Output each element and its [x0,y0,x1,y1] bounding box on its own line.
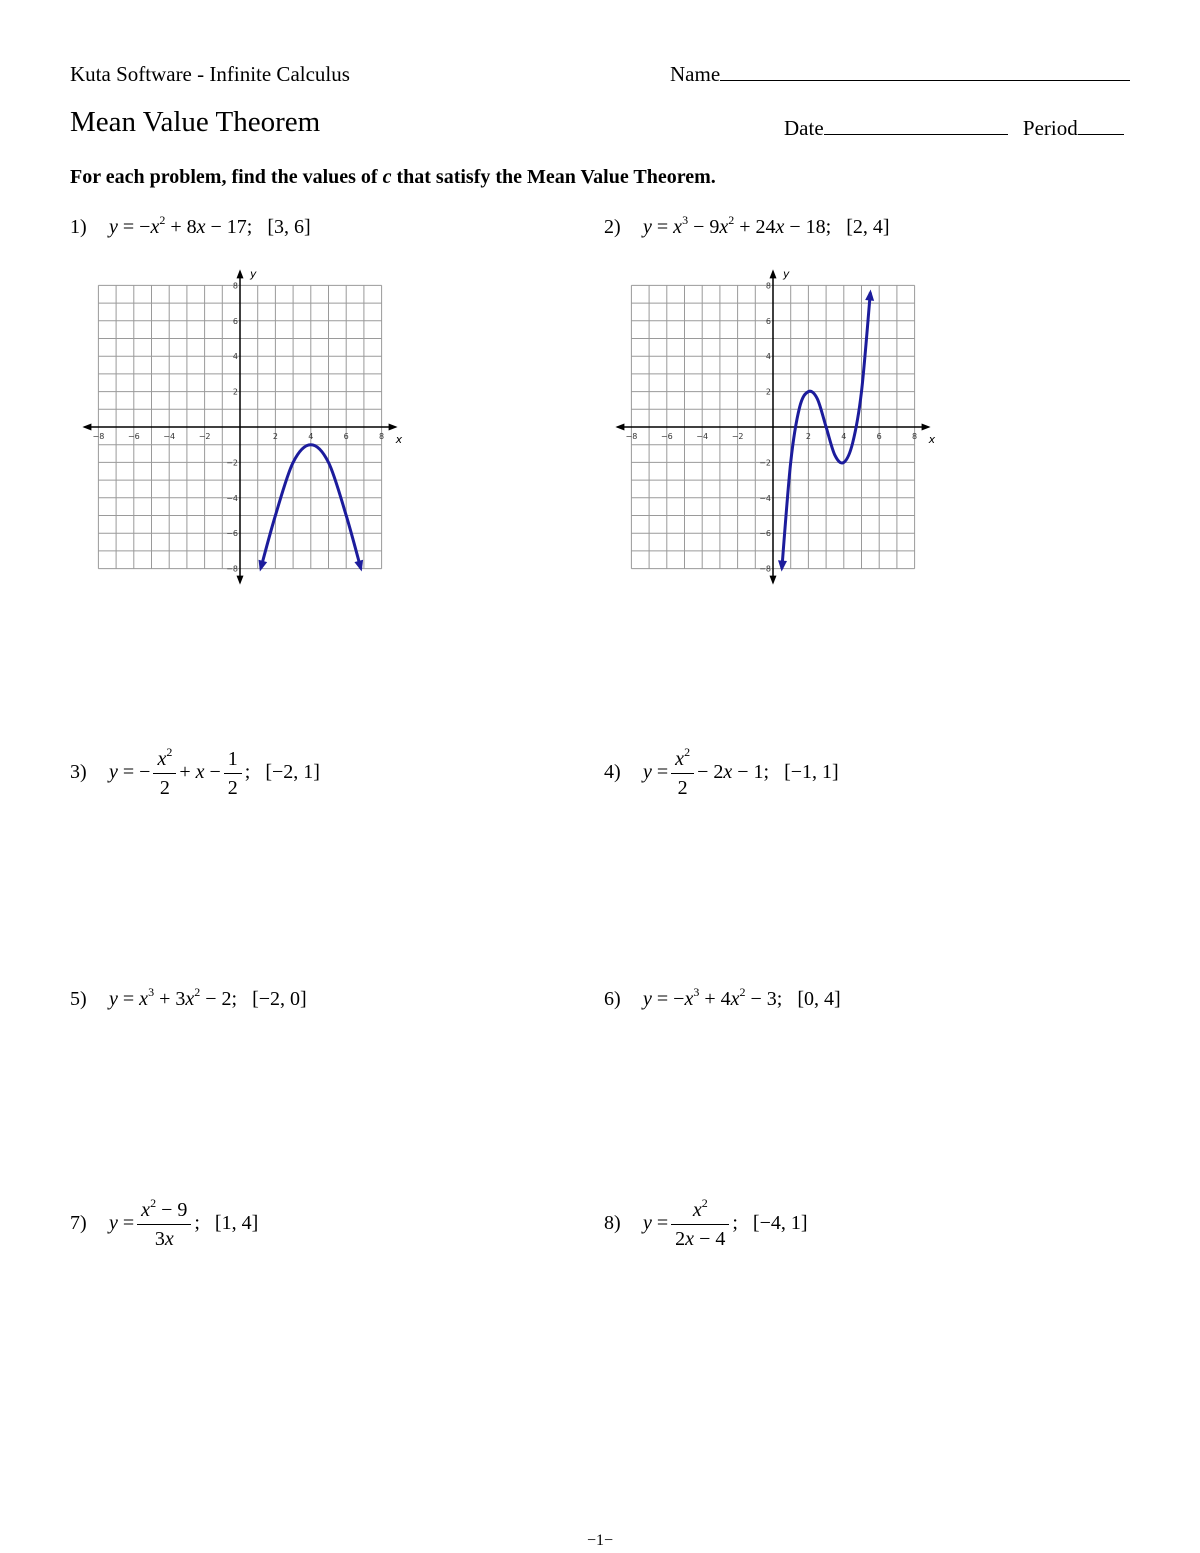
y-axis-label: y [250,267,257,281]
y-axis-arrow [770,269,777,278]
instructions: For each problem, find the values of c that satisfy the Mean Value Theorem. [70,166,716,188]
problem-4 [604,745,839,802]
x-axis-arrow [389,424,398,431]
curve-arrow [259,560,268,572]
problem-number: 2) [604,216,621,238]
date-label: Date [784,116,824,140]
x-axis-arrow [922,424,931,431]
problem-8 [604,1196,808,1253]
problem-number: 3) [70,761,87,784]
y-tick-label: −6 [226,529,238,539]
x-tick-label: −6 [127,432,140,441]
x-tick-label: −8 [625,432,638,441]
y-tick-label: 8 [232,281,238,291]
problem-interval: [1, 4] [214,1212,259,1235]
x-axis-arrow [82,424,91,431]
curve-arrow [778,560,787,571]
x-tick-label: −4 [163,432,176,441]
problem-number: 4) [604,761,621,784]
x-tick-label: −6 [660,432,673,441]
problem-interval: [−1, 1] [784,761,839,784]
x-tick-label: 6 [343,432,349,441]
problem-number: 8) [604,1212,621,1235]
x-tick-label: −2 [731,432,744,441]
y-tick-label: 8 [765,281,771,291]
problem-number: 7) [70,1212,87,1235]
y-axis-arrow [237,576,244,585]
problem-3 [70,745,320,802]
period-label: Period [1022,116,1078,140]
y-tick-label: −2 [759,458,771,468]
problem-equation: $y = x^3 - 9x^2 + 24x - 18$; [643,213,847,238]
name-line [720,62,1130,81]
y-tick-label: 6 [765,316,771,326]
y-tick-label: 2 [765,387,771,397]
problem-equation: y = $\frac{x^2}{2x - 4}$ ; [643,1196,753,1250]
problem-2 [604,213,890,239]
x-axis-label: x [928,433,936,446]
problem-7 [70,1196,258,1253]
page-number: −1− [586,1532,614,1549]
problem-number: 1) [70,216,87,238]
x-axis-label: x [395,433,403,446]
instructions-variable: c [382,166,392,188]
problem-interval: [3, 6] [267,216,311,238]
date-line [824,116,1008,135]
x-tick-label: 8 [379,432,385,441]
y-tick-label: −8 [226,564,238,574]
name-field [670,62,1130,87]
problem-equation: $y = x^3 + 3x^2 - 2$; [109,985,253,1010]
problem-interval: [2, 4] [846,216,890,238]
problem-equation: $y = -x^2 + 8x - 17$; [109,213,268,238]
y-tick-label: −8 [759,564,771,574]
x-tick-label: −8 [92,432,105,441]
y-tick-label: 4 [232,352,238,362]
problem-6 [604,985,841,1011]
problem-number: 5) [70,988,87,1010]
y-tick-label: 6 [232,316,238,326]
problem-equation: y = − $\frac{x^2}{2}$ + x − $\frac{1}{2}$ ; [109,745,266,799]
x-tick-label: −4 [696,432,709,441]
graph-1 [80,255,405,580]
y-tick-label: 4 [765,352,771,362]
page-title: Mean Value Theorem [70,106,321,138]
curve-arrow [354,560,363,572]
period-line [1078,116,1124,135]
x-tick-label: 2 [805,432,811,441]
problem-equation: y = $\frac{x^2 - 9}{3x}$ ; [109,1196,215,1250]
x-tick-label: 8 [912,432,918,441]
problem-number: 6) [604,988,621,1010]
problem-equation: $y = -x^3 + 4x^2 - 3$; [643,985,798,1010]
x-axis-arrow [615,424,624,431]
y-axis-label: y [783,267,790,281]
date-field [784,116,1124,141]
y-axis-arrow [237,269,244,278]
x-tick-label: 2 [272,432,278,441]
curve-arrow [865,289,874,300]
problem-interval: [−2, 0] [252,988,307,1010]
x-tick-label: 4 [308,432,314,441]
y-tick-label: −4 [226,493,238,503]
y-tick-label: −6 [759,529,771,539]
problem-interval: [−2, 1] [265,761,320,784]
graph-2 [613,255,938,580]
problem-5 [70,985,307,1011]
problem-1 [70,213,311,239]
problem-interval: [−4, 1] [752,1212,808,1235]
x-tick-label: −2 [198,432,211,441]
y-tick-label: −2 [226,458,238,468]
name-label: Name [670,62,721,86]
problem-interval: [0, 4] [797,988,841,1010]
publisher-line: Kuta Software - Infinite Calculus [70,62,350,86]
x-tick-label: 4 [841,432,847,441]
y-tick-label: −4 [759,493,771,503]
problem-equation: y = $\frac{x^2}{2}$ − 2x − 1; [643,745,785,799]
x-tick-label: 6 [876,432,882,441]
y-axis-arrow [770,576,777,585]
y-tick-label: 2 [232,387,238,397]
